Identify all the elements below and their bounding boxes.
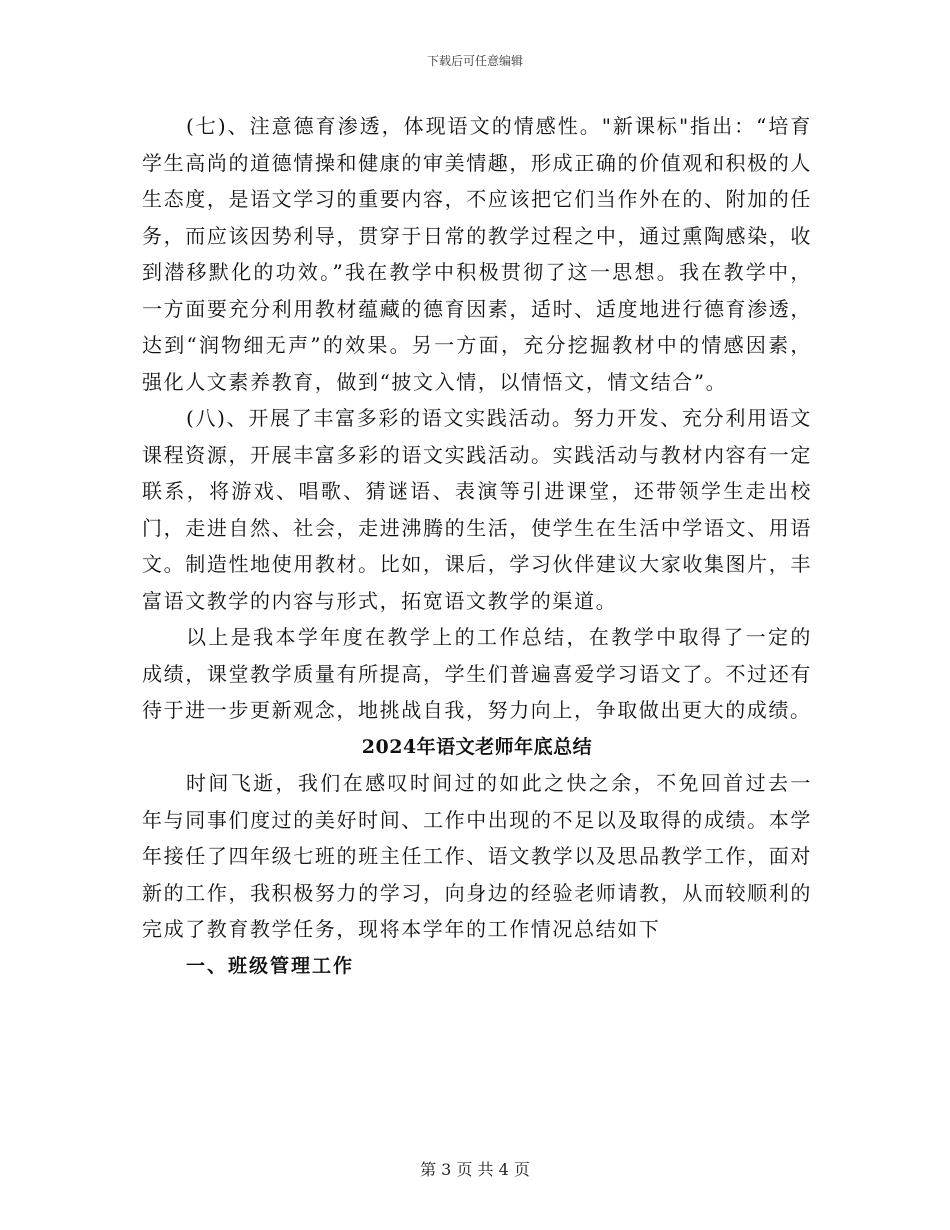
section-heading: 一、班级管理工作	[186, 954, 355, 977]
paragraph-practice-activities: (八)、开展了丰富多彩的语文实践活动。努力开发、充分利用语文课程资源，开展丰富多彩的语文实践活动。实践活动与教材内容有一定联系，将游戏、唱歌、猜谜语、表演等引进课堂，还带领学生走出校门，走进自然、社会，走进沸腾的生活，使学生在生活中学语文、用语文。制造性地使用教材。比如，课后，学习伙伴建议大家收集图片，丰富语文教学的内容与形式，拓宽语文教学的渠道。	[142, 406, 812, 613]
document-body	[142, 108, 812, 984]
document-title: 2024年语文老师年底总结	[361, 735, 593, 758]
page-footer: 第 3 页 共 4 页	[420, 1160, 530, 1179]
paragraph-intro: 时间飞逝，我们在感叹时间过的如此之快之余，不免回首过去一年与同事们度过的美好时间、工作中出现的不足以及取得的成绩。本学年接任了四年级七班的班主任工作、语文教学以及思品教学工作，面对新的工作，我积极努力的学习，向身边的经验老师请教，从而较顺利的完成了教育教学任务，现将本学年的工作情况总结如下	[142, 771, 812, 941]
page-header: 下载后可任意编辑	[426, 54, 523, 68]
paragraph-moral-education: (七)、注意德育渗透，体现语文的情感性。"新课标"指出：“培育学生高尚的道德情操和健康的审美情趣，形成正确的价值观和积极的人生态度，是语文学习的重要内容，不应该把它们当作外在的、附加的任务，而应该因势利导，贯穿于日常的教学过程之中，通过熏陶感染，收到潜移默化的功效。”我在教学中积极贯彻了这一思想。我在教学中，一方面要充分利用教材蕴藏的德育因素，适时、适度地进行德育渗透，达到“润物细无声”的效果。另一方面，充分挖掘教材中的情感因素，强化人文素养教育，做到“披文入情，以情悟文，情文结合”。	[142, 114, 812, 394]
paragraph-summary: 以上是我本学年度在教学上的工作总结，在教学中取得了一定的成绩，课堂教学质量有所提高，学生们普遍喜爱学习语文了。不过还有待于进一步更新观念，地挑战自我，努力向上，争取做出更大的成绩。	[142, 625, 812, 722]
